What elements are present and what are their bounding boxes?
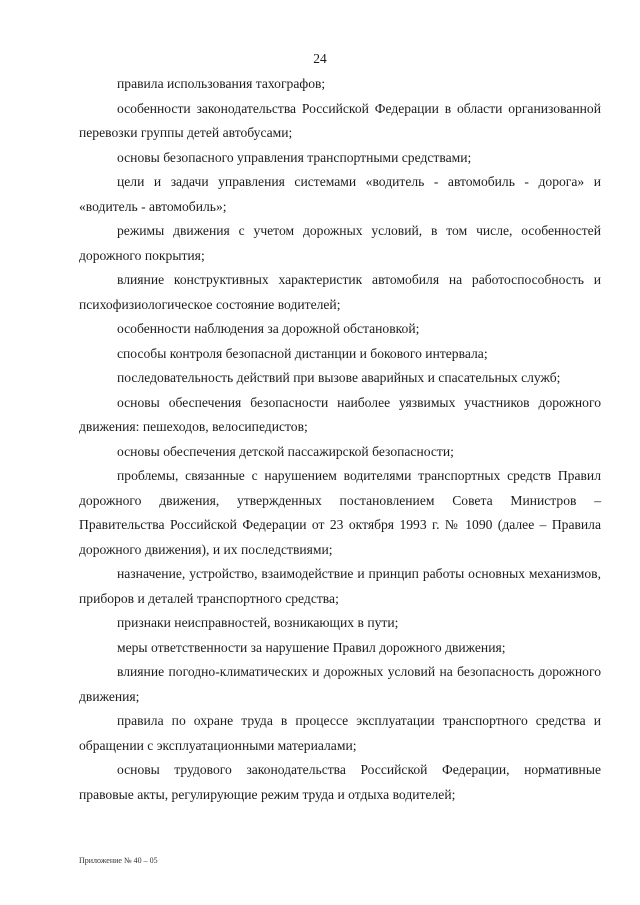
paragraph: основы безопасного управления транспортными средствами;	[117, 149, 472, 165]
paragraph: режимы движения с учетом дорожных условий, в том числе, особенностей дорожного покрытия;	[79, 223, 601, 263]
paragraph: особенности законодательства Российской Федерации в области организованной перевозки группы детей автобусами;	[79, 100, 601, 140]
paragraph: назначение, устройство, взаимодействие и принцип работы основных механизмов, приборов и деталей транспортного средства;	[79, 566, 601, 606]
paragraph: способы контроля безопасной дистанции и бокового интервала;	[117, 345, 488, 361]
page-footer: Приложение № 40 – 05	[79, 856, 158, 865]
paragraph: меры ответственности за нарушение Правил дорожного движения;	[117, 639, 506, 655]
paragraph: особенности наблюдения за дорожной обстановкой;	[117, 321, 420, 336]
paragraph: правила использования тахографов;	[117, 76, 326, 91]
paragraph: влияние погодно-климатических и дорожных условий на безопасность дорожного движения;	[79, 664, 601, 704]
paragraph: основы трудового законодательства Российской Федерации, нормативные правовые акты, регулирующие режим труда и отдыха водителей;	[79, 762, 601, 802]
paragraph: основы обеспечения детской пассажирской безопасности;	[117, 443, 454, 459]
paragraph: основы обеспечения безопасности наиболее уязвимых участников дорожного движения: пешеходов, велосипедистов;	[79, 394, 601, 434]
paragraph: правила по охране труда в процессе эксплуатации транспортного средства и обращении с эксплуатационными материалами;	[79, 713, 601, 753]
paragraph: цели и задачи управления системами «водитель - автомобиль - дорога» и «водитель - автомобиль»;	[79, 174, 601, 214]
paragraph: признаки неисправностей, возникающих в пути;	[117, 615, 399, 630]
paragraph: последовательность действий при вызове аварийных и спасательных служб;	[117, 370, 561, 385]
page-number: 24	[313, 51, 327, 66]
document-body	[79, 72, 601, 807]
paragraph: проблемы, связанные с нарушением водителями транспортных средств Правил дорожного движения, утвержденных постановлением Совета Министров – Правительства Российской Федерации от 23 октября 1993 г. № 1090 (далее – Правила дорожного движения), и их последствиями;	[79, 468, 601, 557]
paragraph: влияние конструктивных характеристик автомобиля на работоспособность и психофизиологическое состояние водителей;	[79, 272, 601, 312]
